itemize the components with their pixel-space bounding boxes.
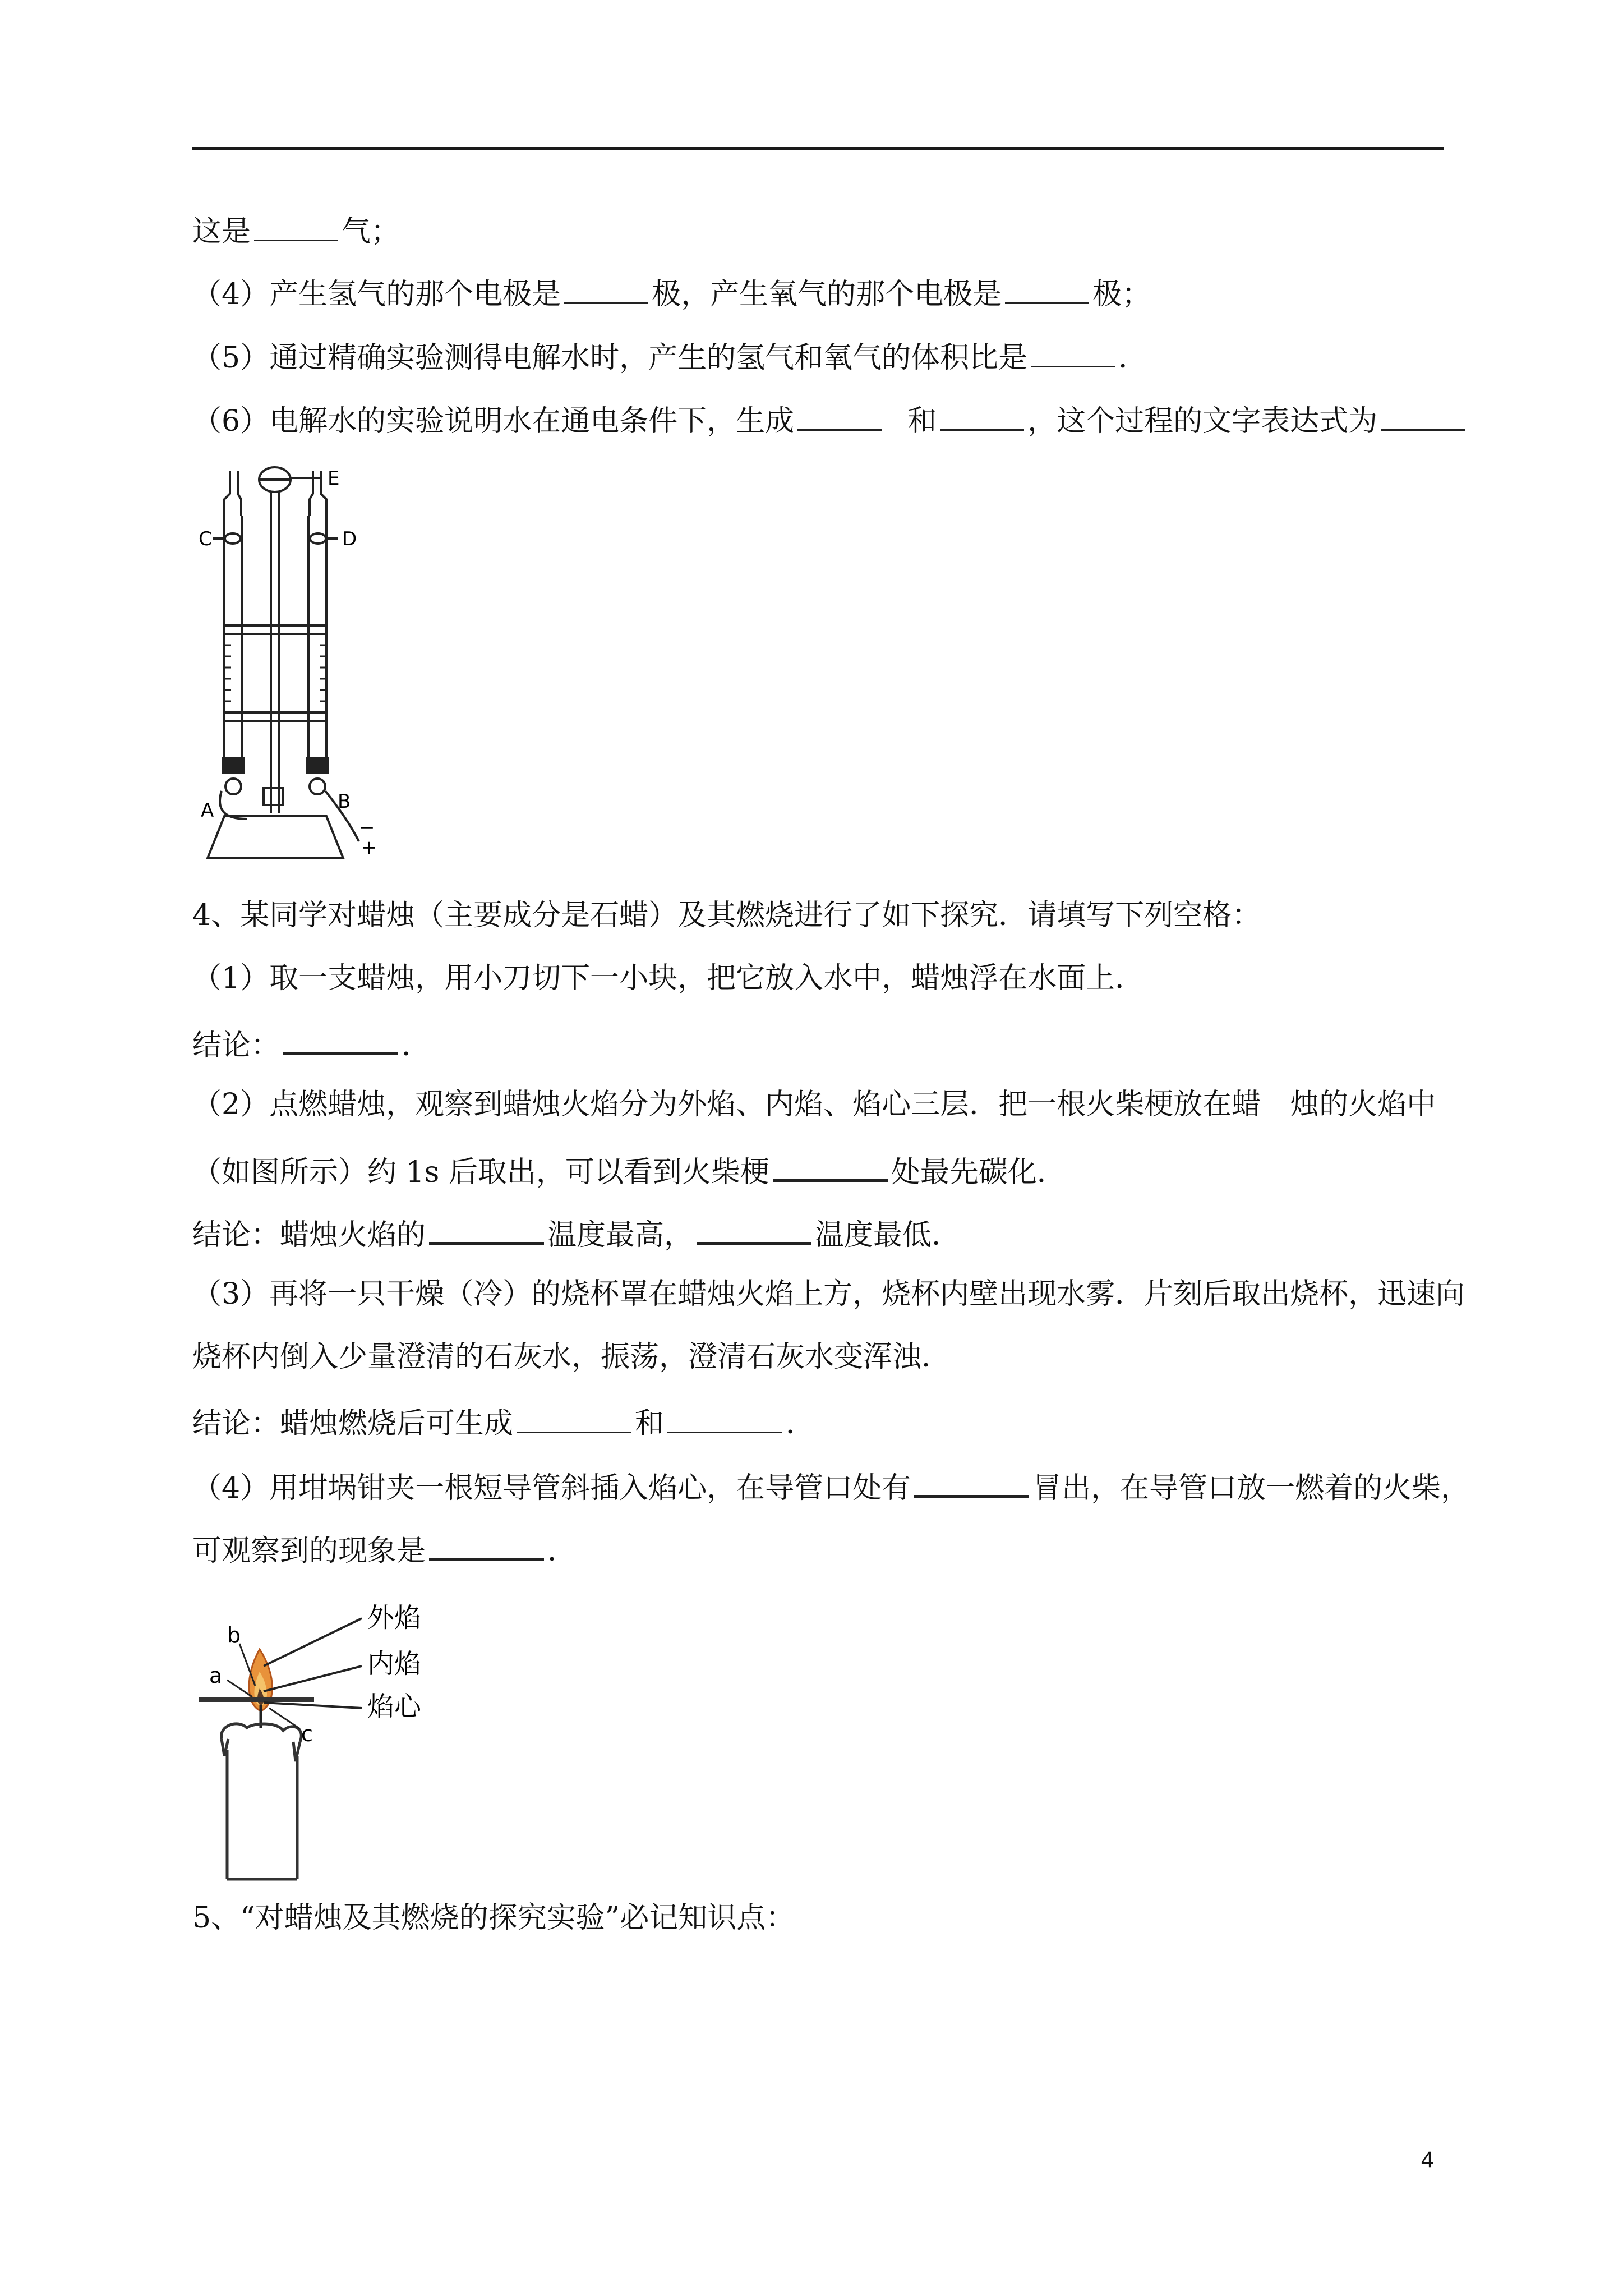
question-5-volume-ratio [192, 337, 1147, 376]
text-segment: 温度最低． [815, 1218, 961, 1252]
label-d: D [342, 528, 357, 550]
text-segment: 这是 [192, 215, 251, 249]
label-minus: − [359, 816, 375, 839]
text-segment: ． [1118, 341, 1148, 375]
text-segment: （4）用坩埚钳夹一根短导管斜插入焰心，在导管口处有 [192, 1471, 911, 1505]
text-segment: （5）通过精确实验测得电解水时，产生的氢气和氧气的体积比是 [192, 341, 1028, 375]
label-b-point: b [227, 1623, 241, 1648]
answer-blank[interactable] [914, 1466, 1029, 1498]
label-a-point: a [209, 1663, 223, 1688]
answer-blank[interactable] [797, 400, 882, 431]
step-1: （1）取一支蜡烛，用小刀切下一小块，把它放入水中，蜡烛浮在水面上． [192, 961, 1145, 995]
label-c-point: c [301, 1722, 313, 1746]
question-4-electrodes [192, 273, 1151, 312]
label-plus: + [361, 836, 377, 859]
step-2: （2）点燃蜡烛，观察到蜡烛火焰分为外焰、内焰、焰心三层．把一根火柴梗放在蜡 烛的火焰中 [192, 1088, 1436, 1121]
text-segment: （6）电解水的实验说明水在通电条件下，生成 [192, 404, 795, 438]
conclusion-2 [192, 1213, 961, 1253]
label-a: A [201, 799, 214, 822]
conclusion-1 [192, 1023, 431, 1064]
answer-blank[interactable] [254, 210, 338, 241]
answer-blank[interactable] [517, 1402, 631, 1433]
text-segment: 气； [342, 215, 400, 249]
answer-blank[interactable] [1381, 400, 1465, 431]
text-segment: ，这个过程的文字表达式为 [1027, 404, 1378, 438]
answer-blank[interactable] [1005, 273, 1089, 304]
step-4-continued [192, 1529, 577, 1569]
text-segment: 可观察到的现象是 [192, 1534, 426, 1568]
answer-blank[interactable] [940, 400, 1024, 431]
text-segment: 处最先碳化． [891, 1156, 1066, 1189]
label-outer-flame: 外焰 [367, 1602, 422, 1634]
electrolysis-apparatus-diagram [191, 454, 398, 875]
text-segment: 温度最高， [547, 1218, 694, 1252]
text-segment: ． [786, 1407, 815, 1441]
answer-blank[interactable] [429, 1213, 544, 1245]
label-c: C [199, 528, 212, 550]
label-b: B [338, 790, 351, 813]
step-3-continued: 烧杯内倒入少量澄清的石灰水，振荡，澄清石灰水变浑浊． [192, 1340, 951, 1374]
text-segment: 极，产生氧气的那个电极是 [652, 278, 1002, 311]
step-3: （3）再将一只干燥（冷）的烧杯罩在蜡烛火焰上方，烧杯内壁出现水雾．片刻后取出烧杯，迅速向 [192, 1277, 1465, 1311]
text-segment: 结论： [192, 1029, 280, 1062]
text-segment: 冒出，在导管口放一燃着的火柴， [1032, 1471, 1470, 1505]
page-number: 4 [1421, 2147, 1434, 2172]
label-inner-flame: 内焰 [367, 1648, 422, 1680]
answer-blank[interactable] [1031, 337, 1115, 367]
text-segment: 和 [907, 404, 937, 438]
text-segment: ． [547, 1534, 577, 1568]
header-rule [192, 147, 1444, 150]
answer-blank[interactable] [697, 1213, 811, 1245]
text-line-gas [192, 210, 400, 250]
answer-blank[interactable] [773, 1150, 888, 1182]
text-segment: （4）产生氢气的那个电极是 [192, 278, 561, 311]
text-segment: 和 [635, 1407, 665, 1441]
text-segment: 极； [1092, 278, 1151, 311]
answer-blank[interactable] [429, 1529, 544, 1561]
candle-flame-diagram [193, 1588, 457, 1890]
step-2-continued [192, 1150, 1066, 1190]
answer-blank[interactable] [667, 1402, 782, 1433]
conclusion-3 [192, 1402, 815, 1442]
label-e: E [328, 467, 340, 490]
answer-blank[interactable] [564, 273, 648, 304]
question-4-intro: 4、某同学对蜡烛（主要成分是石蜡）及其燃烧进行了如下探究．请填写下列空格： [192, 899, 1261, 932]
step-4 [192, 1466, 1470, 1506]
answer-blank[interactable] [283, 1023, 398, 1055]
question-6-products [192, 400, 1468, 439]
text-segment: （如图所示）约 1s 后取出，可以看到火柴梗 [192, 1156, 769, 1189]
text-segment: ． [402, 1029, 431, 1062]
text-segment: 结论：蜡烛火焰的 [192, 1218, 426, 1252]
question-5-intro: 5、“对蜡烛及其燃烧的探究实验”必记知识点： [192, 1901, 795, 1935]
text-segment: 结论：蜡烛燃烧后可生成 [192, 1407, 514, 1441]
label-flame-core: 焰心 [367, 1691, 422, 1722]
